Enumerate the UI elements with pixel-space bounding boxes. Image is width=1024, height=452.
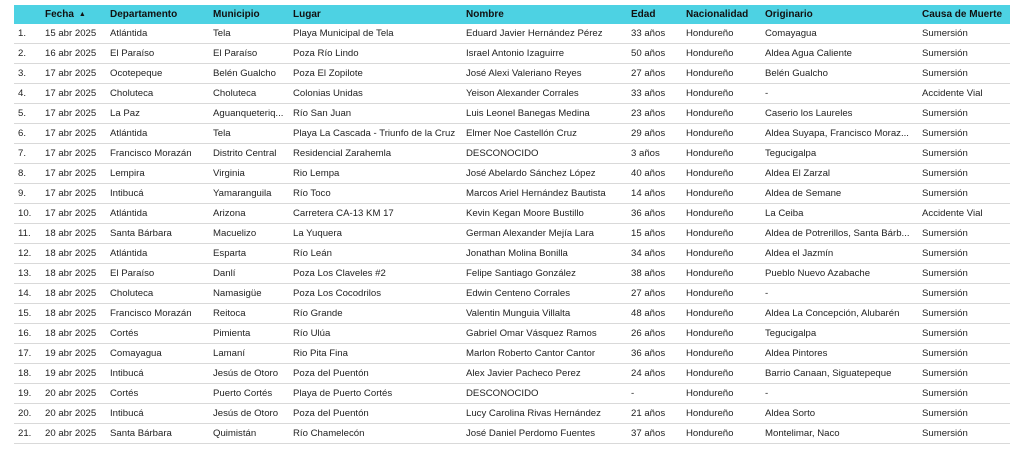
- cell-municipio: Macuelizo: [213, 228, 257, 239]
- cell-lugar: Rio Lempa: [293, 168, 340, 179]
- cell-nombre: Luis Leonel Banegas Medina: [466, 108, 590, 119]
- cell-departamento: Atlántida: [110, 128, 148, 139]
- cell-nombre: Marcos Ariel Hernández Bautista: [466, 188, 606, 199]
- cell-lugar: Poza El Zopilote: [293, 68, 363, 79]
- cell-departamento: Cortés: [110, 328, 139, 339]
- cell-row-index: 19.: [18, 388, 32, 399]
- cell-municipio: El Paraíso: [213, 48, 258, 59]
- cell-nombre: Alex Javier Pacheco Perez: [466, 368, 581, 379]
- cell-lugar: Rio Pita Fina: [293, 348, 348, 359]
- column-header-label: Fecha: [45, 9, 74, 20]
- cell-nacionalidad: Hondureño: [686, 48, 734, 59]
- cell-nacionalidad: Hondureño: [686, 388, 734, 399]
- cell-edad: 3 años: [631, 148, 660, 159]
- cell-nombre: DESCONOCIDO: [466, 388, 539, 399]
- cell-departamento: Atlántida: [110, 28, 148, 39]
- cell-row-index: 15.: [18, 308, 32, 319]
- cell-nacionalidad: Hondureño: [686, 408, 734, 419]
- cell-nombre: José Daniel Perdomo Fuentes: [466, 428, 596, 439]
- cell-causa-de-muerte: Sumersión: [922, 428, 968, 439]
- cell-fecha: 18 abr 2025: [45, 328, 97, 339]
- cell-municipio: Puerto Cortés: [213, 388, 273, 399]
- column-header-nacionalidad[interactable]: [686, 5, 762, 24]
- cell-edad: -: [631, 388, 635, 399]
- cell-row-index: 10.: [18, 208, 32, 219]
- cell-originario: Barrio Canaan, Siguatepeque: [765, 368, 892, 379]
- cell-nombre: Edwin Centeno Corrales: [466, 288, 570, 299]
- cell-lugar: Poza Los Claveles #2: [293, 268, 386, 279]
- cell-nacionalidad: Hondureño: [686, 328, 734, 339]
- cell-municipio: Danlí: [213, 268, 236, 279]
- cell-municipio: Esparta: [213, 248, 247, 259]
- cell-fecha: 18 abr 2025: [45, 288, 97, 299]
- cell-row-index: 6.: [18, 128, 27, 139]
- cell-originario: La Ceiba: [765, 208, 804, 219]
- cell-fecha: 19 abr 2025: [45, 348, 97, 359]
- cell-lugar: Playa Municipal de Tela: [293, 28, 394, 39]
- cell-edad: 29 años: [631, 128, 666, 139]
- cell-originario: Aldea El Zarzal: [765, 168, 831, 179]
- cell-fecha: 20 abr 2025: [45, 408, 97, 419]
- cell-causa-de-muerte: Sumersión: [922, 248, 968, 259]
- cell-nacionalidad: Hondureño: [686, 208, 734, 219]
- table-row[interactable]: [14, 324, 1010, 344]
- cell-departamento: El Paraíso: [110, 48, 155, 59]
- cell-departamento: Choluteca: [110, 88, 154, 99]
- cell-nacionalidad: Hondureño: [686, 108, 734, 119]
- cell-edad: 50 años: [631, 48, 666, 59]
- column-header-nombre[interactable]: [466, 5, 626, 24]
- cell-municipio: Distrito Central: [213, 148, 277, 159]
- cell-departamento: Intibucá: [110, 368, 144, 379]
- cell-causa-de-muerte: Sumersión: [922, 48, 968, 59]
- cell-fecha: 20 abr 2025: [45, 428, 97, 439]
- cell-nacionalidad: Hondureño: [686, 268, 734, 279]
- cell-edad: 40 años: [631, 168, 666, 179]
- cell-row-index: 11.: [18, 228, 31, 239]
- cell-departamento: Lempira: [110, 168, 145, 179]
- table-row[interactable]: [14, 224, 1010, 244]
- table-row[interactable]: [14, 144, 1010, 164]
- cell-nacionalidad: Hondureño: [686, 128, 734, 139]
- cell-fecha: 17 abr 2025: [45, 148, 97, 159]
- cell-lugar: Poza Los Cocodrilos: [293, 288, 381, 299]
- cell-fecha: 16 abr 2025: [45, 48, 97, 59]
- cell-fecha: 18 abr 2025: [45, 308, 97, 319]
- cell-municipio: Jesús de Otoro: [213, 368, 279, 379]
- cell-lugar: Playa La Cascada - Triunfo de la Cruz: [293, 128, 456, 139]
- table-row[interactable]: [14, 404, 1010, 424]
- column-header-label: Causa de Muerte: [922, 9, 1003, 20]
- table-row[interactable]: [14, 44, 1010, 64]
- cell-causa-de-muerte: Sumersión: [922, 168, 968, 179]
- cell-municipio: Lamaní: [213, 348, 245, 359]
- cell-nacionalidad: Hondureño: [686, 88, 734, 99]
- cell-nombre: German Alexander Mejía Lara: [466, 228, 594, 239]
- cell-causa-de-muerte: Sumersión: [922, 108, 968, 119]
- table-row[interactable]: [14, 84, 1010, 104]
- cell-departamento: Cortés: [110, 388, 139, 399]
- cell-nacionalidad: Hondureño: [686, 188, 734, 199]
- cell-edad: 15 años: [631, 228, 666, 239]
- table-body: [14, 24, 1010, 444]
- cell-originario: Tegucigalpa: [765, 328, 817, 339]
- cell-fecha: 17 abr 2025: [45, 88, 97, 99]
- cell-municipio: Quimistán: [213, 428, 257, 439]
- cell-departamento: Atlántida: [110, 208, 148, 219]
- cell-causa-de-muerte: Sumersión: [922, 68, 968, 79]
- column-header-label: Departamento: [110, 9, 178, 20]
- column-header-lugar[interactable]: [293, 5, 465, 24]
- cell-lugar: Playa de Puerto Cortés: [293, 388, 393, 399]
- cell-edad: 36 años: [631, 348, 666, 359]
- table-row[interactable]: [14, 64, 1010, 84]
- cell-nombre: Marlon Roberto Cantor Cantor: [466, 348, 596, 359]
- cell-municipio: Aguanqueteriq...: [213, 108, 284, 119]
- cell-nombre: Jonathan Molina Bonilla: [466, 248, 568, 259]
- cell-originario: Aldea de Potrerillos, Santa Bárb...: [765, 228, 910, 239]
- cell-row-index: 14.: [18, 288, 32, 299]
- cell-departamento: La Paz: [110, 108, 140, 119]
- cell-causa-de-muerte: Sumersión: [922, 188, 968, 199]
- cell-departamento: Francisco Morazán: [110, 148, 192, 159]
- cell-originario: Caserio los Laureles: [765, 108, 853, 119]
- cell-departamento: Santa Bárbara: [110, 228, 172, 239]
- cell-causa-de-muerte: Sumersión: [922, 28, 968, 39]
- cell-fecha: 18 abr 2025: [45, 268, 97, 279]
- cell-lugar: Río San Juan: [293, 108, 352, 119]
- cell-edad: 24 años: [631, 368, 666, 379]
- cell-departamento: El Paraíso: [110, 268, 155, 279]
- cell-nombre: Israel Antonio Izaguirre: [466, 48, 565, 59]
- cell-fecha: 17 abr 2025: [45, 208, 97, 219]
- cell-originario: -: [765, 288, 769, 299]
- cell-fecha: 15 abr 2025: [45, 28, 97, 39]
- cell-row-index: 17.: [18, 348, 32, 359]
- cell-nombre: Lucy Carolina Rivas Hernández: [466, 408, 601, 419]
- table-row[interactable]: [14, 344, 1010, 364]
- cell-causa-de-muerte: Sumersión: [922, 388, 968, 399]
- cell-nombre: DESCONOCIDO: [466, 148, 539, 159]
- table-row[interactable]: [14, 244, 1010, 264]
- cell-row-index: 7.: [18, 148, 27, 159]
- cell-lugar: Poza del Puentón: [293, 368, 369, 379]
- cell-municipio: Virginia: [213, 168, 245, 179]
- cell-row-index: 13.: [18, 268, 32, 279]
- cell-departamento: Comayagua: [110, 348, 162, 359]
- cell-nacionalidad: Hondureño: [686, 148, 734, 159]
- column-header-label: Lugar: [293, 9, 321, 20]
- column-header-label: Nacionalidad: [686, 9, 749, 20]
- table-row[interactable]: [14, 184, 1010, 204]
- cell-departamento: Choluteca: [110, 288, 154, 299]
- cell-departamento: Ocotepeque: [110, 68, 163, 79]
- cell-departamento: Intibucá: [110, 188, 144, 199]
- cell-lugar: Río Ulúa: [293, 328, 331, 339]
- column-header-municipio[interactable]: [213, 5, 289, 24]
- cell-edad: 23 años: [631, 108, 666, 119]
- cell-lugar: Poza del Puentón: [293, 408, 369, 419]
- cell-fecha: 18 abr 2025: [45, 248, 97, 259]
- cell-causa-de-muerte: Sumersión: [922, 288, 968, 299]
- cell-lugar: Río Leán: [293, 248, 332, 259]
- cell-lugar: Carretera CA-13 KM 17: [293, 208, 394, 219]
- cell-fecha: 19 abr 2025: [45, 368, 97, 379]
- cell-row-index: 2.: [18, 48, 27, 59]
- data-table: [14, 5, 1010, 444]
- cell-nombre: Yeison Alexander Corrales: [466, 88, 579, 99]
- cell-edad: 48 años: [631, 308, 666, 319]
- cell-edad: 36 años: [631, 208, 666, 219]
- cell-lugar: La Yuquera: [293, 228, 342, 239]
- table-row[interactable]: [14, 364, 1010, 384]
- cell-municipio: Reitoca: [213, 308, 246, 319]
- cell-nacionalidad: Hondureño: [686, 428, 734, 439]
- cell-departamento: Atlántida: [110, 248, 148, 259]
- cell-nombre: Felipe Santiago González: [466, 268, 576, 279]
- column-header-originario[interactable]: [765, 5, 915, 24]
- cell-lugar: Río Toco: [293, 188, 331, 199]
- cell-nacionalidad: Hondureño: [686, 248, 734, 259]
- cell-row-index: 16.: [18, 328, 32, 339]
- sort-ascending-icon[interactable]: ▲: [78, 11, 86, 18]
- cell-row-index: 21.: [18, 428, 32, 439]
- cell-nombre: Elmer Noe Castellón Cruz: [466, 128, 577, 139]
- cell-originario: -: [765, 88, 769, 99]
- cell-originario: Belén Gualcho: [765, 68, 828, 79]
- cell-nacionalidad: Hondureño: [686, 68, 734, 79]
- cell-causa-de-muerte: Sumersión: [922, 348, 968, 359]
- table-row[interactable]: [14, 124, 1010, 144]
- cell-fecha: 17 abr 2025: [45, 188, 97, 199]
- cell-row-index: 12.: [18, 248, 32, 259]
- cell-causa-de-muerte: Sumersión: [922, 228, 968, 239]
- cell-edad: 37 años: [631, 428, 666, 439]
- table-row[interactable]: [14, 424, 1010, 444]
- cell-causa-de-muerte: Sumersión: [922, 328, 968, 339]
- cell-fecha: 17 abr 2025: [45, 168, 97, 179]
- cell-municipio: Jesús de Otoro: [213, 408, 279, 419]
- cell-originario: Aldea Suyapa, Francisco Moraz...: [765, 128, 909, 139]
- cell-nombre: Kevin Kegan Moore Bustillo: [466, 208, 584, 219]
- cell-lugar: Río Chamelecón: [293, 428, 365, 439]
- cell-causa-de-muerte: Sumersión: [922, 268, 968, 279]
- cell-edad: 33 años: [631, 88, 666, 99]
- table-row[interactable]: [14, 284, 1010, 304]
- table-row[interactable]: [14, 384, 1010, 404]
- cell-edad: 33 años: [631, 28, 666, 39]
- cell-originario: Aldea de Semane: [765, 188, 842, 199]
- column-header-fecha[interactable]: [45, 5, 107, 24]
- cell-row-index: 8.: [18, 168, 27, 179]
- cell-lugar: Residencial Zarahemla: [293, 148, 392, 159]
- table-row[interactable]: [14, 264, 1010, 284]
- cell-fecha: 17 abr 2025: [45, 108, 97, 119]
- cell-nacionalidad: Hondureño: [686, 308, 734, 319]
- cell-causa-de-muerte: Sumersión: [922, 148, 968, 159]
- cell-nacionalidad: Hondureño: [686, 28, 734, 39]
- cell-originario: Aldea La Concepción, Alubarén: [765, 308, 900, 319]
- table-header: [14, 5, 1010, 24]
- cell-nacionalidad: Hondureño: [686, 368, 734, 379]
- cell-row-index: 4.: [18, 88, 27, 99]
- cell-nacionalidad: Hondureño: [686, 168, 734, 179]
- cell-nombre: Gabriel Omar Vásquez Ramos: [466, 328, 597, 339]
- cell-nombre: José Abelardo Sánchez López: [466, 168, 596, 179]
- cell-nacionalidad: Hondureño: [686, 288, 734, 299]
- column-header-label: Nombre: [466, 9, 504, 20]
- cell-lugar: Poza Río Lindo: [293, 48, 359, 59]
- cell-fecha: 17 abr 2025: [45, 128, 97, 139]
- cell-nombre: Eduard Javier Hernández Pérez: [466, 28, 603, 39]
- column-header-departamento[interactable]: [110, 5, 210, 24]
- column-header-edad[interactable]: [631, 5, 683, 24]
- cell-row-index: 5.: [18, 108, 27, 119]
- cell-nacionalidad: Hondureño: [686, 228, 734, 239]
- cell-fecha: 20 abr 2025: [45, 388, 97, 399]
- table-row[interactable]: [14, 104, 1010, 124]
- cell-row-index: 9.: [18, 188, 27, 199]
- cell-lugar: Río Grande: [293, 308, 343, 319]
- cell-originario: Aldea Pintores: [765, 348, 828, 359]
- cell-fecha: 18 abr 2025: [45, 228, 97, 239]
- column-header-label: Originario: [765, 9, 813, 20]
- cell-causa-de-muerte: Sumersión: [922, 368, 968, 379]
- cell-municipio: Choluteca: [213, 88, 257, 99]
- cell-municipio: Tela: [213, 128, 231, 139]
- table-row[interactable]: [14, 204, 1010, 224]
- cell-edad: 21 años: [631, 408, 666, 419]
- cell-originario: Tegucigalpa: [765, 148, 817, 159]
- cell-nacionalidad: Hondureño: [686, 348, 734, 359]
- cell-departamento: Santa Bárbara: [110, 428, 172, 439]
- cell-departamento: Intibucá: [110, 408, 144, 419]
- column-header-label: Municipio: [213, 9, 260, 20]
- cell-row-index: 1.: [18, 28, 27, 39]
- cell-nombre: Valentin Munguia Villalta: [466, 308, 571, 319]
- cell-originario: Pueblo Nuevo Azabache: [765, 268, 871, 279]
- column-header-label: Edad: [631, 9, 656, 20]
- cell-nombre: José Alexi Valeriano Reyes: [466, 68, 582, 79]
- table-row[interactable]: [14, 24, 1010, 44]
- column-header-causa-de-muerte[interactable]: [922, 5, 1010, 24]
- cell-municipio: Namasigüe: [213, 288, 262, 299]
- cell-departamento: Francisco Morazán: [110, 308, 192, 319]
- cell-municipio: Pimienta: [213, 328, 251, 339]
- cell-originario: Aldea Agua Caliente: [765, 48, 852, 59]
- cell-municipio: Arizona: [213, 208, 246, 219]
- cell-edad: 38 años: [631, 268, 666, 279]
- cell-originario: Comayagua: [765, 28, 817, 39]
- cell-edad: 27 años: [631, 288, 666, 299]
- cell-originario: Aldea Sorto: [765, 408, 816, 419]
- cell-municipio: Yamaranguila: [213, 188, 272, 199]
- cell-row-index: 3.: [18, 68, 27, 79]
- table-row[interactable]: [14, 164, 1010, 184]
- cell-causa-de-muerte: Accidente Vial: [922, 88, 983, 99]
- cell-originario: Aldea el Jazmín: [765, 248, 834, 259]
- cell-originario: -: [765, 388, 769, 399]
- cell-lugar: Colonias Unidas: [293, 88, 363, 99]
- cell-causa-de-muerte: Sumersión: [922, 308, 968, 319]
- cell-edad: 27 años: [631, 68, 666, 79]
- cell-edad: 34 años: [631, 248, 666, 259]
- cell-municipio: Belén Gualcho: [213, 68, 276, 79]
- cell-originario: Montelimar, Naco: [765, 428, 840, 439]
- cell-edad: 26 años: [631, 328, 666, 339]
- cell-municipio: Tela: [213, 28, 231, 39]
- cell-causa-de-muerte: Accidente Vial: [922, 208, 983, 219]
- cell-row-index: 18.: [18, 368, 32, 379]
- cell-fecha: 17 abr 2025: [45, 68, 97, 79]
- cell-causa-de-muerte: Sumersión: [922, 408, 968, 419]
- table-row[interactable]: [14, 304, 1010, 324]
- cell-edad: 14 años: [631, 188, 666, 199]
- cell-causa-de-muerte: Sumersión: [922, 128, 968, 139]
- cell-row-index: 20.: [18, 408, 32, 419]
